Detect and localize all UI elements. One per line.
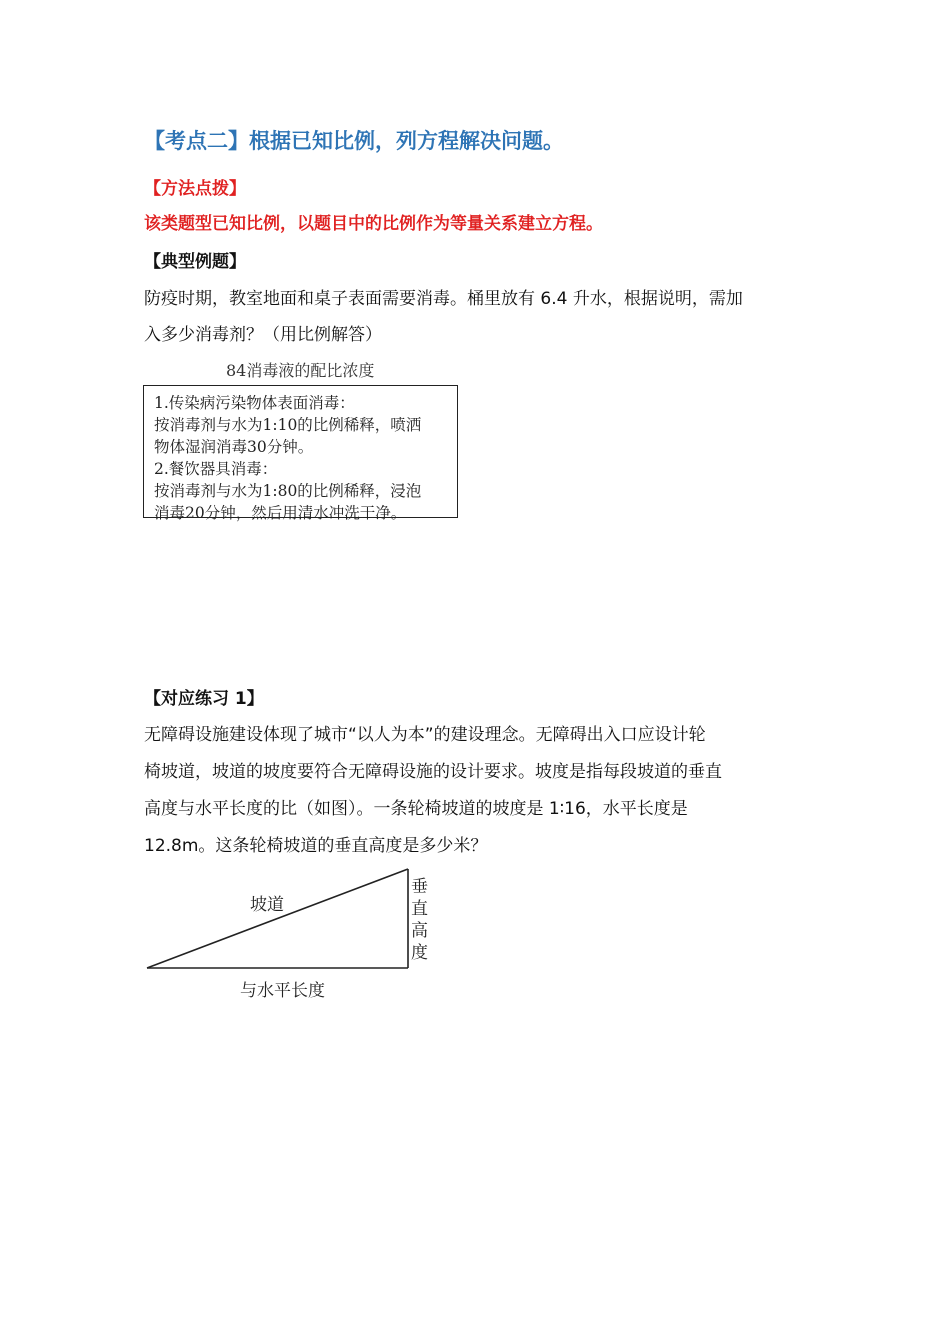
- rule-line: 2.餐饮器具消毒：: [154, 460, 278, 478]
- ramp-slope-line: [147, 869, 408, 968]
- dilution-table-title: 84消毒液的配比浓度: [226, 361, 375, 380]
- dilution-rules-box: [143, 385, 458, 522]
- practice-question-line: 椅坡道，坡道的坡度要符合无障碍设施的设计要求。坡度是指每段坡道的垂直: [144, 762, 722, 782]
- practice-question-line: 12.8m。这条轮椅坡道的垂直高度是多少米？: [144, 836, 488, 856]
- rule-line: 按消毒剂与水为1:80的比例稀释，浸泡: [154, 482, 422, 500]
- example-question-line: 防疫时期，教室地面和桌子表面需要消毒。桶里放有 6.4 升水，根据说明，需加: [144, 289, 743, 309]
- practice-heading: 【对应练习 1】: [144, 689, 264, 709]
- rule-line: 1.传染病污染物体表面消毒：: [154, 394, 355, 412]
- rule-line: 物体湿润消毒30分钟。: [154, 438, 314, 456]
- practice-question-line: 无障碍设施建设体现了城市“以人为本”的建设理念。无障碍出入口应设计轮: [144, 725, 706, 745]
- vertical-height-label: 垂直高度: [411, 877, 428, 963]
- ramp-label: 坡道: [250, 895, 284, 915]
- rule-line: 按消毒剂与水为1:10的比例稀释，喷洒: [154, 416, 422, 434]
- method-text: 该类题型已知比例，以题目中的比例作为等量关系建立方程。: [144, 214, 603, 234]
- section-title: 【考点二】根据已知比例，列方程解决问题。: [144, 129, 564, 153]
- horizontal-length-label: 与水平长度: [240, 981, 325, 1001]
- method-heading: 【方法点拨】: [144, 179, 246, 199]
- practice-question-line: 高度与水平长度的比（如图）。一条轮椅坡道的坡度是 1∶16，水平长度是: [144, 799, 688, 819]
- example-question-line: 入多少消毒剂？（用比例解答）: [144, 325, 382, 345]
- rule-line: 消毒20分钟，然后用清水冲洗干净。: [154, 504, 407, 522]
- example-heading: 【典型例题】: [144, 252, 246, 272]
